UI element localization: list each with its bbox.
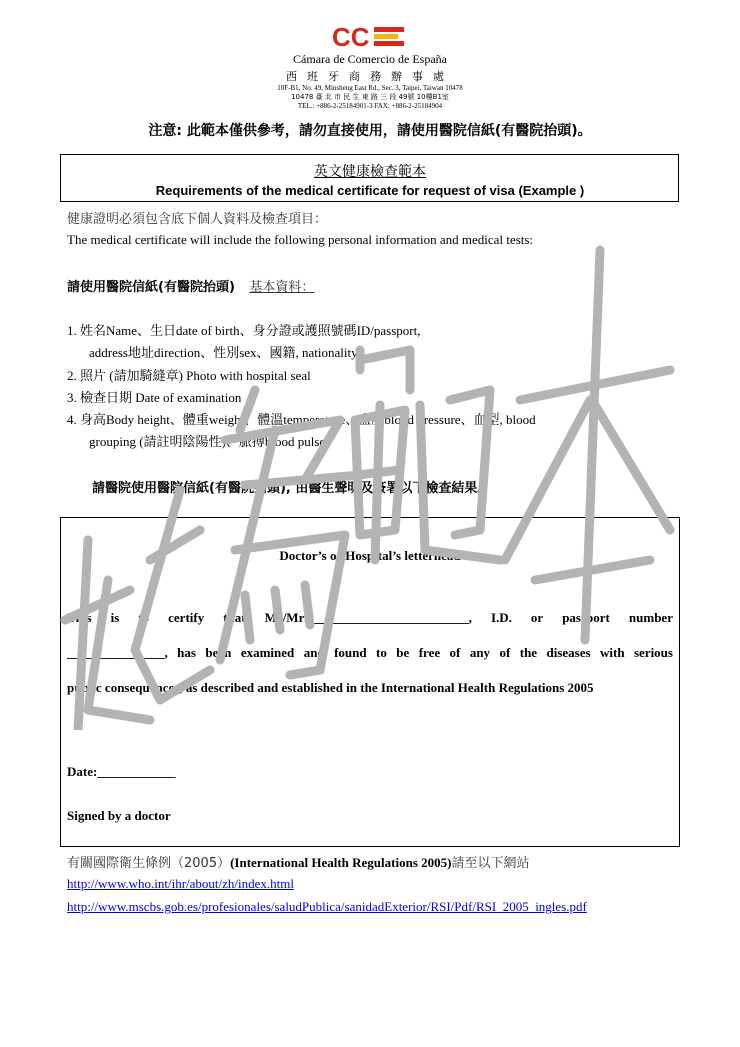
certify-word: This bbox=[67, 610, 92, 625]
list-item: 3. 檢查日期 Date of examination bbox=[67, 390, 242, 405]
hospital-instruction: 請醫院使用醫院信紙(有醫院抬頭), 由醫生聲明及簽署以下檢查結果。 bbox=[92, 481, 491, 496]
title-en: Requirements of the medical certificate for request of visa (Example ) bbox=[155, 183, 585, 198]
basic-info-heading bbox=[67, 276, 314, 295]
letterhead-label: Doctor’s or Hospital’s letterhead bbox=[279, 548, 461, 563]
certify-word: with bbox=[599, 645, 625, 660]
logo-text: CC bbox=[332, 22, 370, 52]
logo-stripe bbox=[374, 41, 404, 46]
certify-word: of bbox=[449, 645, 461, 660]
list-item: 4. 身高Body height、體重weight、體溫temperature、血壓blood pressure、血型, blood bbox=[67, 412, 536, 427]
certify-word: of bbox=[499, 645, 511, 660]
mscbs-link[interactable]: http://www.mscbs.gob.es/profesionales/saludPublica/sanidadExterior/RSI/Pdf/RSI_2005_ingles.pdf bbox=[67, 899, 587, 914]
ihr-suffix: 請至以下網站 bbox=[451, 856, 530, 871]
title-zh: 英文健康檢查範本 bbox=[314, 164, 426, 180]
date-field: Date:____________ bbox=[67, 764, 176, 779]
chamber-logo bbox=[330, 22, 410, 52]
address-en: 10F-B1, No. 49, Minsheng East Rd., Sec. 3, Taipei, Taiwan 10478 bbox=[277, 84, 463, 92]
certify-word: serious bbox=[633, 645, 673, 660]
org-name-zh: 西班牙商務辦事處 bbox=[286, 70, 454, 83]
certify-word: number bbox=[628, 610, 673, 625]
certify-word: the bbox=[519, 645, 538, 660]
certify-word: and bbox=[303, 645, 325, 660]
who-link[interactable]: http://www.who.int/ihr/about/zh/index.html bbox=[67, 876, 294, 891]
certify-line-2 bbox=[67, 645, 673, 661]
list-item: address地址direction、性別sex、國籍, nationality bbox=[89, 345, 358, 360]
logo-stripe bbox=[374, 34, 398, 39]
certify-word: passport bbox=[562, 610, 610, 625]
contact-info: TEL.: +886-2-25184901-3 FAX: +886-2-25184904 bbox=[297, 102, 443, 110]
signature-label: Signed by a doctor bbox=[67, 808, 171, 823]
certify-line-1 bbox=[67, 610, 673, 626]
certify-word: free bbox=[418, 645, 441, 660]
certify-word: been bbox=[205, 645, 232, 660]
certify-word: examined bbox=[240, 645, 295, 660]
list-item: 2. 照片 (請加騎縫章) Photo with hospital seal bbox=[67, 368, 311, 383]
address-zh: 10478 臺 北 市 民 生 東 路 三 段 49號 10樓B1室 bbox=[291, 93, 449, 101]
id-blank: _______________, bbox=[67, 645, 168, 660]
certify-word: any bbox=[469, 645, 491, 660]
certify-word: to bbox=[138, 610, 150, 625]
certify-word: to bbox=[376, 645, 387, 660]
logo-stripe bbox=[374, 27, 404, 32]
name-blank: Mr/Mrs.________________________, bbox=[264, 610, 472, 625]
intro-en: The medical certificate will include the following personal information and medical tests: bbox=[67, 232, 534, 247]
certify-word: or bbox=[530, 610, 544, 625]
certify-word: certify bbox=[168, 610, 205, 625]
basic-info-label: 基本資料： bbox=[249, 280, 315, 295]
certify-line-3: public consequences, as described and established in the International Health Regulations 2005 bbox=[67, 680, 594, 695]
ihr-prefix: 有關國際衛生條例（2005） bbox=[67, 856, 231, 871]
certify-word: found bbox=[334, 645, 367, 660]
certify-word: has bbox=[177, 645, 196, 660]
certify-word: diseases bbox=[546, 645, 591, 660]
address-block bbox=[0, 84, 740, 111]
ihr-bold: (International Health Regulations 2005) bbox=[230, 855, 452, 870]
org-name: Cámara de Comercio de España bbox=[293, 52, 447, 66]
certify-word: is bbox=[110, 610, 120, 625]
notice-text: 注意: 此範本僅供參考，請勿直接使用，請使用醫院信紙(有醫院抬頭)。 bbox=[148, 123, 592, 139]
list-item: grouping (請註明陰陽性)、脈搏blood pulse bbox=[89, 434, 326, 449]
ihr-reference bbox=[67, 852, 529, 871]
certify-word: that bbox=[223, 610, 246, 625]
certify-word: be bbox=[396, 645, 410, 660]
basic-info-prefix: 請使用醫院信紙(有醫院抬頭) bbox=[67, 280, 235, 295]
intro-zh: 健康證明必須包含底下個人資料及檢查項目： bbox=[67, 212, 328, 227]
list-item: 1. 姓名Name、生日date of birth、身分證或護照號碼ID/passport, bbox=[67, 323, 421, 338]
certify-word: I.D. bbox=[490, 610, 512, 625]
